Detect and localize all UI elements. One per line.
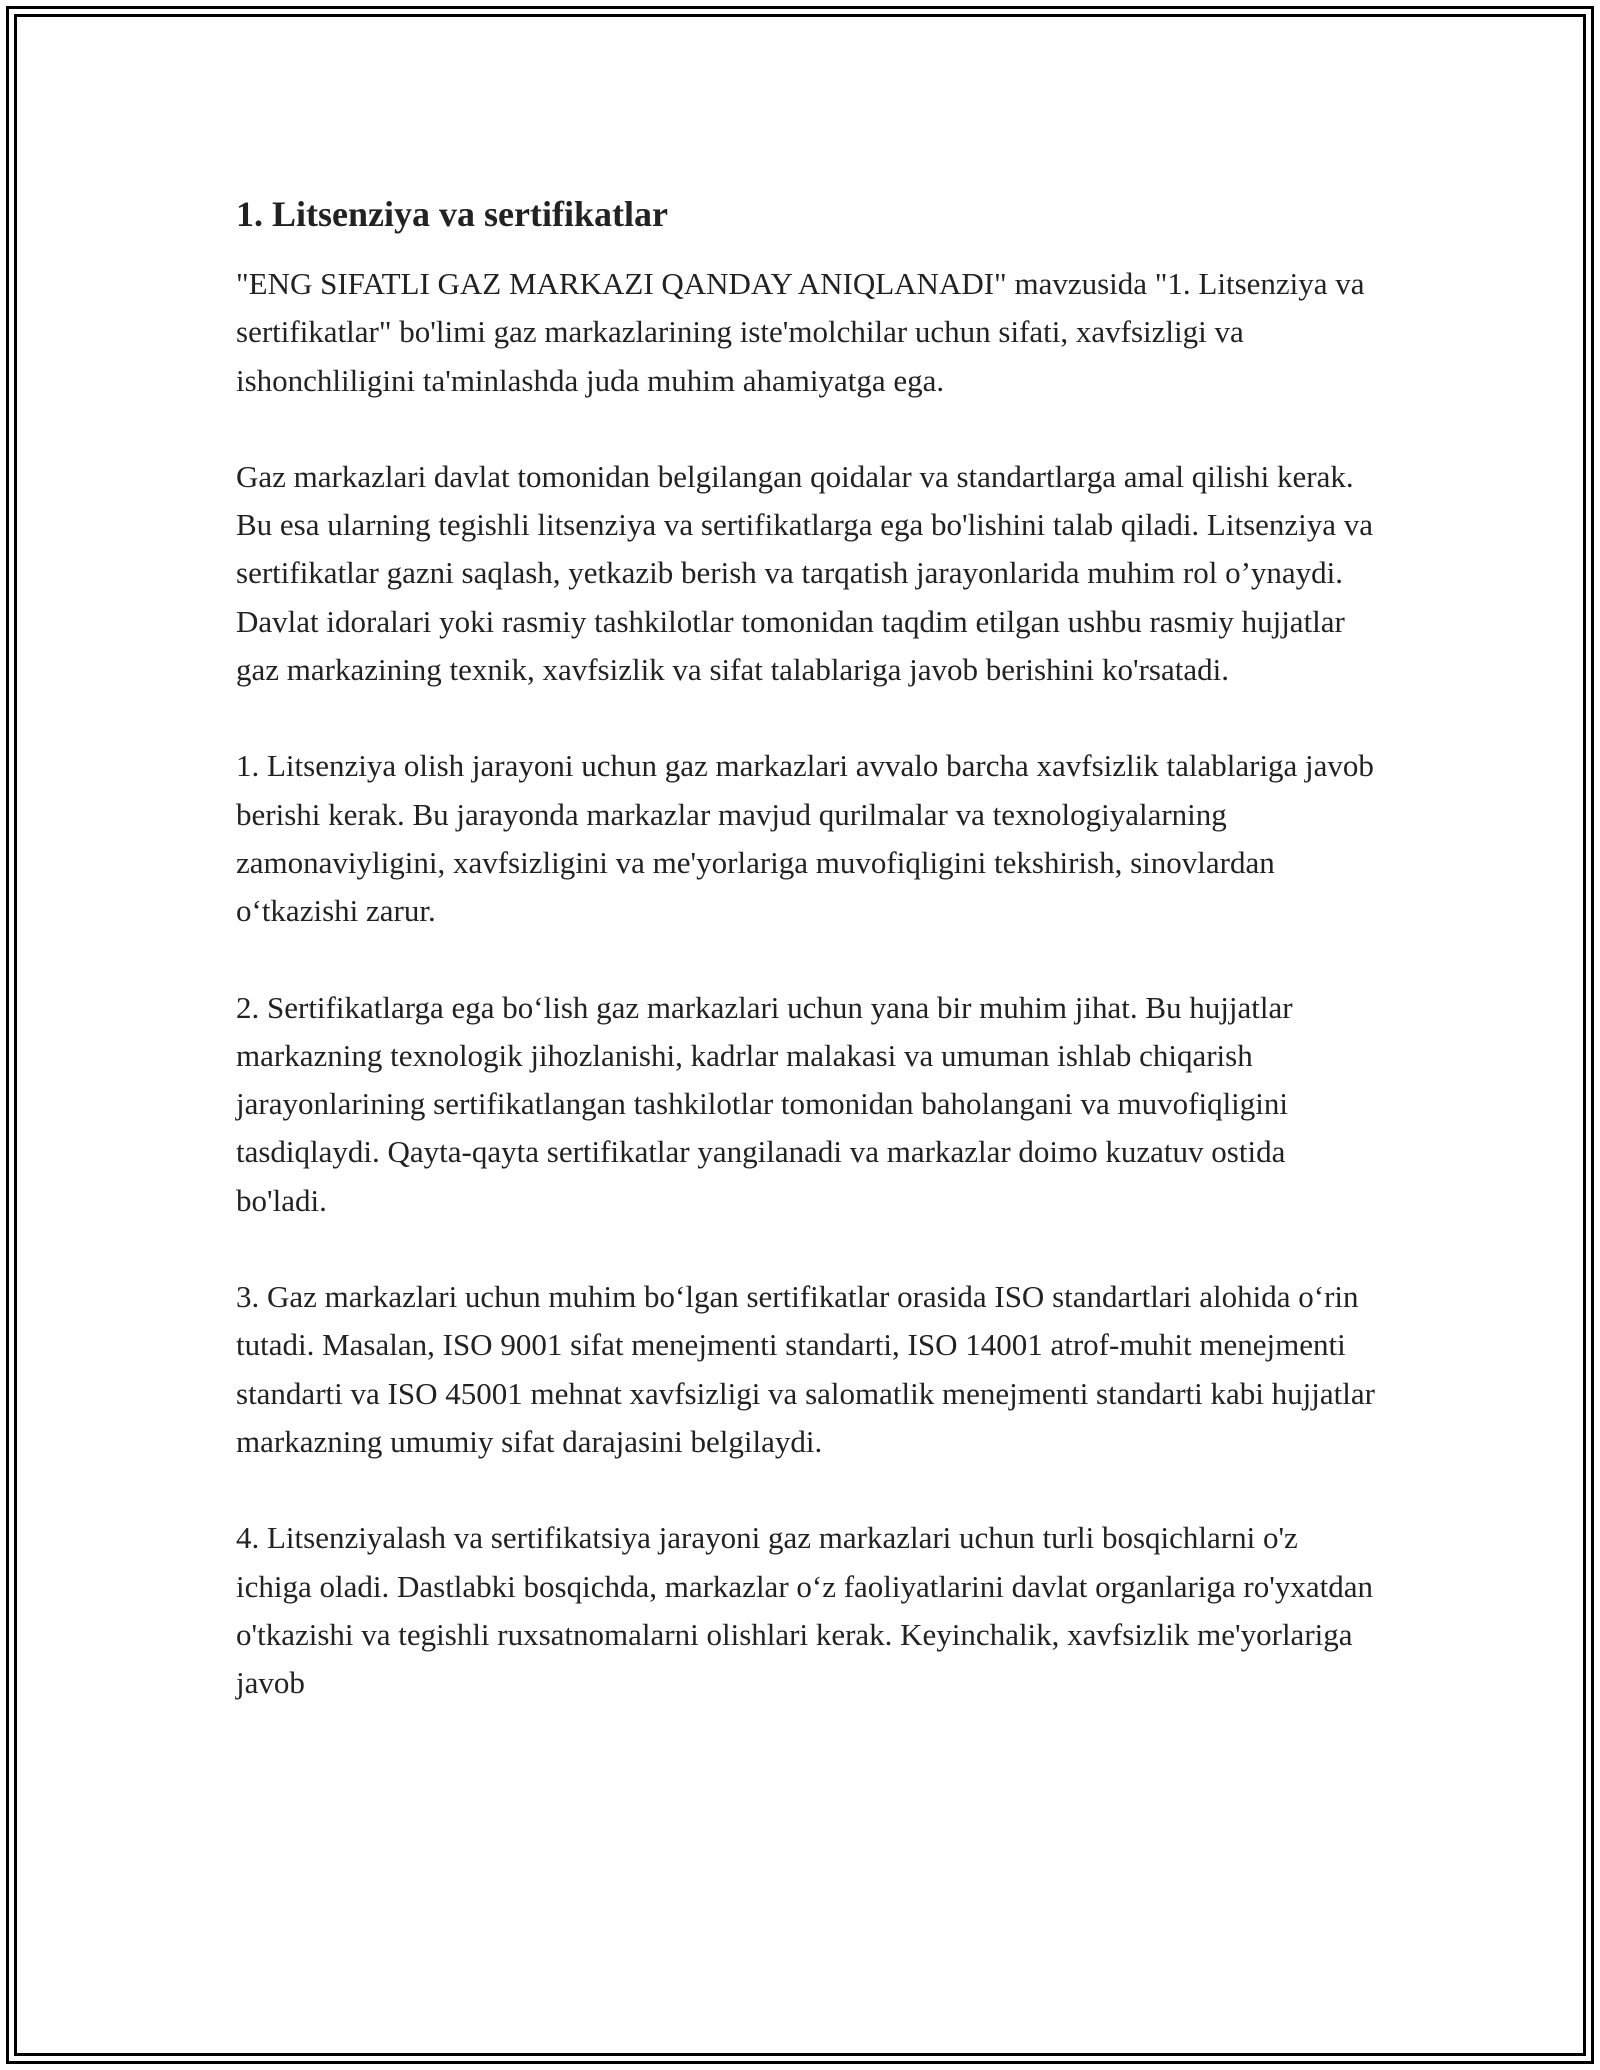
paragraph-point-1: 1. Litsenziya olish jarayoni uchun gaz markazlari avvalo barcha xavfsizlik talablariga javob berishi kerak. Bu jarayonda markazlar mavjud qurilmalar va texnologiyalarning zamonaviyligini, xavfsizligini va me'yorlariga muvofiqligini tekshirish, sinovlardan o‘tkazishi zarur. bbox=[236, 748, 1374, 929]
section-title: 1. Litsenziya va sertifikatlar bbox=[236, 194, 668, 234]
paragraph-point-3: 3. Gaz markazlari uchun muhim bo‘lgan sertifikatlar orasida ISO standartlari alohida o‘rin tutadi. Masalan, ISO 9001 sifat menejmenti standarti, ISO 14001 atrof-muhit menejmenti standarti va ISO 45001 mehnat xavfsizligi va salomatlik menejmenti standarti kabi hujjatlar markazning umumiy sifat darajasini belgilaydi. bbox=[236, 1279, 1375, 1459]
paragraph-intro: "ENG SIFATLI GAZ MARKAZI QANDAY ANIQLANADI" mavzusida "1. Litsenziya va sertifikatlar" bo'limi gaz markazlarining iste'molchilar uchun sifati, xavfsizligi va ishonchliligini ta'minlashda juda muhim ahamiyatga ega. bbox=[236, 266, 1365, 398]
paragraph-regulations: Gaz markazlari davlat tomonidan belgilangan qoidalar va standartlarga amal qilishi kerak. Bu esa ularning tegishli litsenziya va sertifikatlarga ega bo'lishini talab qiladi. Litsenziya va sertifikatlar gazni saqlash, yetkazib berish va tarqatish jarayonlarida muhim rol o’ynaydi. Davlat idoralari yoki rasmiy tashkilotlar tomonidan taqdim etilgan ushbu rasmiy hujjatlar gaz markazining texnik, xavfsizlik va sifat talablariga javob berishini ko'rsatadi. bbox=[236, 458, 1374, 688]
paragraph-point-2: 2. Sertifikatlarga ega bo‘lish gaz markazlari uchun yana bir muhim jihat. Bu hujjatlar markazning texnologik jihozlanishi, kadrlar malakasi va umuman ishlab chiqarish jarayonlarining sertifikatlangan tashkilotlar tomonidan baholangani va muvofiqligini tasdiqlaydi. Qayta-qayta sertifikatlar yangilanadi va markazlar doimo kuzatuv ostida bo'ladi. bbox=[236, 989, 1293, 1218]
document-body bbox=[236, 186, 1386, 1755]
paragraph-point-4: 4. Litsenziyalash va sertifikatsiya jarayoni gaz markazlari uchun turli bosqichlarni o'z ichiga oladi. Dastlabki bosqichda, markazlar o‘z faoliyatlarini davlat organlariga ro'yxatdan o'tkazishi va tegishli ruxsatnomalarni olishlari kerak. Keyinchalik, xavfsizlik me'yorlariga javob bbox=[236, 1520, 1373, 1701]
